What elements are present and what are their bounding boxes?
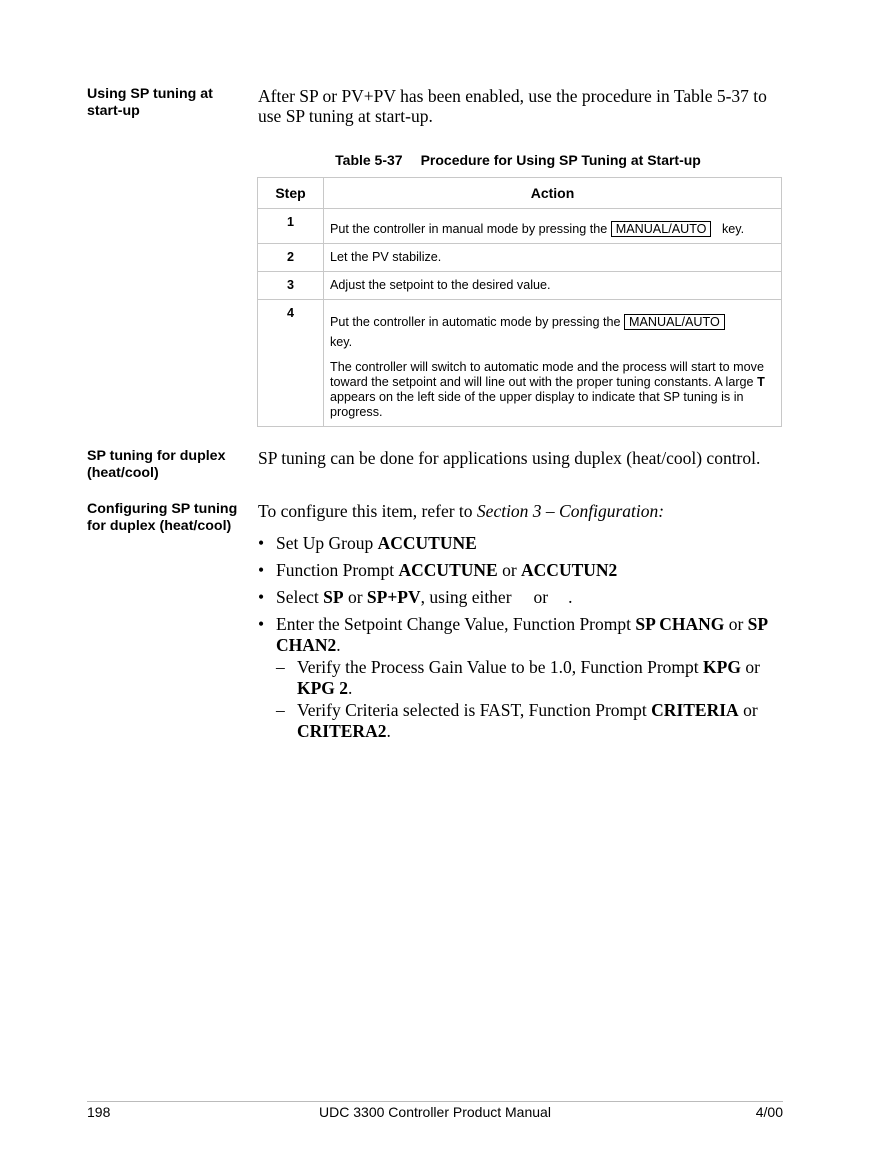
table-row xyxy=(258,244,782,272)
configure-intro xyxy=(258,501,778,521)
step-number: 2 xyxy=(258,244,324,272)
action-text: Put the controller in manual mode by pressing the xyxy=(330,222,608,236)
step-number: 1 xyxy=(258,209,324,244)
manual-auto-key: MANUAL/AUTO xyxy=(611,221,712,237)
table-header-row xyxy=(258,178,782,209)
list-item: • Enter the Setpoint Change Value, Function Prompt SP CHANG or SP CHAN2. – Verify the Process Gain Value to be 1.0, Function Prompt KPG or KPG 2. – Verify Criteria selected is FAST, Function Prompt CRITERIA or CRITERA2. xyxy=(258,614,778,742)
footer-divider xyxy=(87,1101,783,1102)
action-text-end: key. xyxy=(330,335,353,349)
footer-page-number: 198 xyxy=(87,1104,111,1120)
list-item: • Select SP or SP+PV, using either or . xyxy=(258,587,778,608)
action-cell: Adjust the setpoint to the desired value. xyxy=(324,272,782,300)
action-cell: Let the PV stabilize. xyxy=(324,244,782,272)
footer-date: 4/00 xyxy=(755,1104,783,1120)
action-cell xyxy=(324,209,782,244)
action-text: Put the controller in automatic mode by pressing the xyxy=(330,315,621,329)
footer-title: UDC 3300 Controller Product Manual xyxy=(319,1104,551,1120)
manual-auto-key: MANUAL/AUTO xyxy=(624,314,725,330)
note-text-end: appears on the left side of the upper display to indicate that SP tuning is in progress. xyxy=(330,390,744,419)
list-item: • Set Up Group ACCUTUNE xyxy=(258,533,778,554)
step-number: 4 xyxy=(258,300,324,427)
sub-list xyxy=(276,657,778,742)
note-text: The controller will switch to automatic mode and the process will start to move toward the setpoint and will line out with the proper tuning constants. A large xyxy=(330,360,764,389)
step-number: 3 xyxy=(258,272,324,300)
side-heading-duplex: SP tuning for duplex (heat/cool) xyxy=(87,448,226,481)
list-item: • Function Prompt ACCUTUNE or ACCUTUN2 xyxy=(258,560,778,581)
sub-list-item: – Verify Criteria selected is FAST, Function Prompt CRITERIA or CRITERA2. xyxy=(276,700,778,742)
side-heading-startup: Using SP tuning at start-up xyxy=(87,86,213,119)
note-bold-t: T xyxy=(757,375,765,389)
table-title: Procedure for Using SP Tuning at Start-up xyxy=(420,152,701,168)
table-row xyxy=(258,300,782,427)
table-caption xyxy=(258,152,778,168)
action-text-end: key. xyxy=(721,222,745,236)
startup-paragraph: After SP or PV+PV has been enabled, use the procedure in Table 5-37 to use SP tuning at start-up. xyxy=(258,86,767,126)
duplex-paragraph: SP tuning can be done for applications using duplex (heat/cool) control. xyxy=(258,448,761,468)
table-number: Table 5-37 xyxy=(335,152,403,168)
table-row xyxy=(258,209,782,244)
configure-list xyxy=(258,533,778,748)
header-action: Action xyxy=(324,178,782,209)
configure-intro-text: To configure this item, refer to xyxy=(258,501,477,521)
sub-list-item: – Verify the Process Gain Value to be 1.0, Function Prompt KPG or KPG 2. xyxy=(276,657,778,699)
header-step: Step xyxy=(258,178,324,209)
configure-section-ref: Section 3 – Configuration: xyxy=(476,501,665,521)
table-row xyxy=(258,272,782,300)
side-heading-configure: Configuring SP tuning for duplex (heat/cool) xyxy=(87,501,238,534)
procedure-table xyxy=(257,177,782,427)
action-note xyxy=(330,360,775,420)
action-cell xyxy=(324,300,782,427)
